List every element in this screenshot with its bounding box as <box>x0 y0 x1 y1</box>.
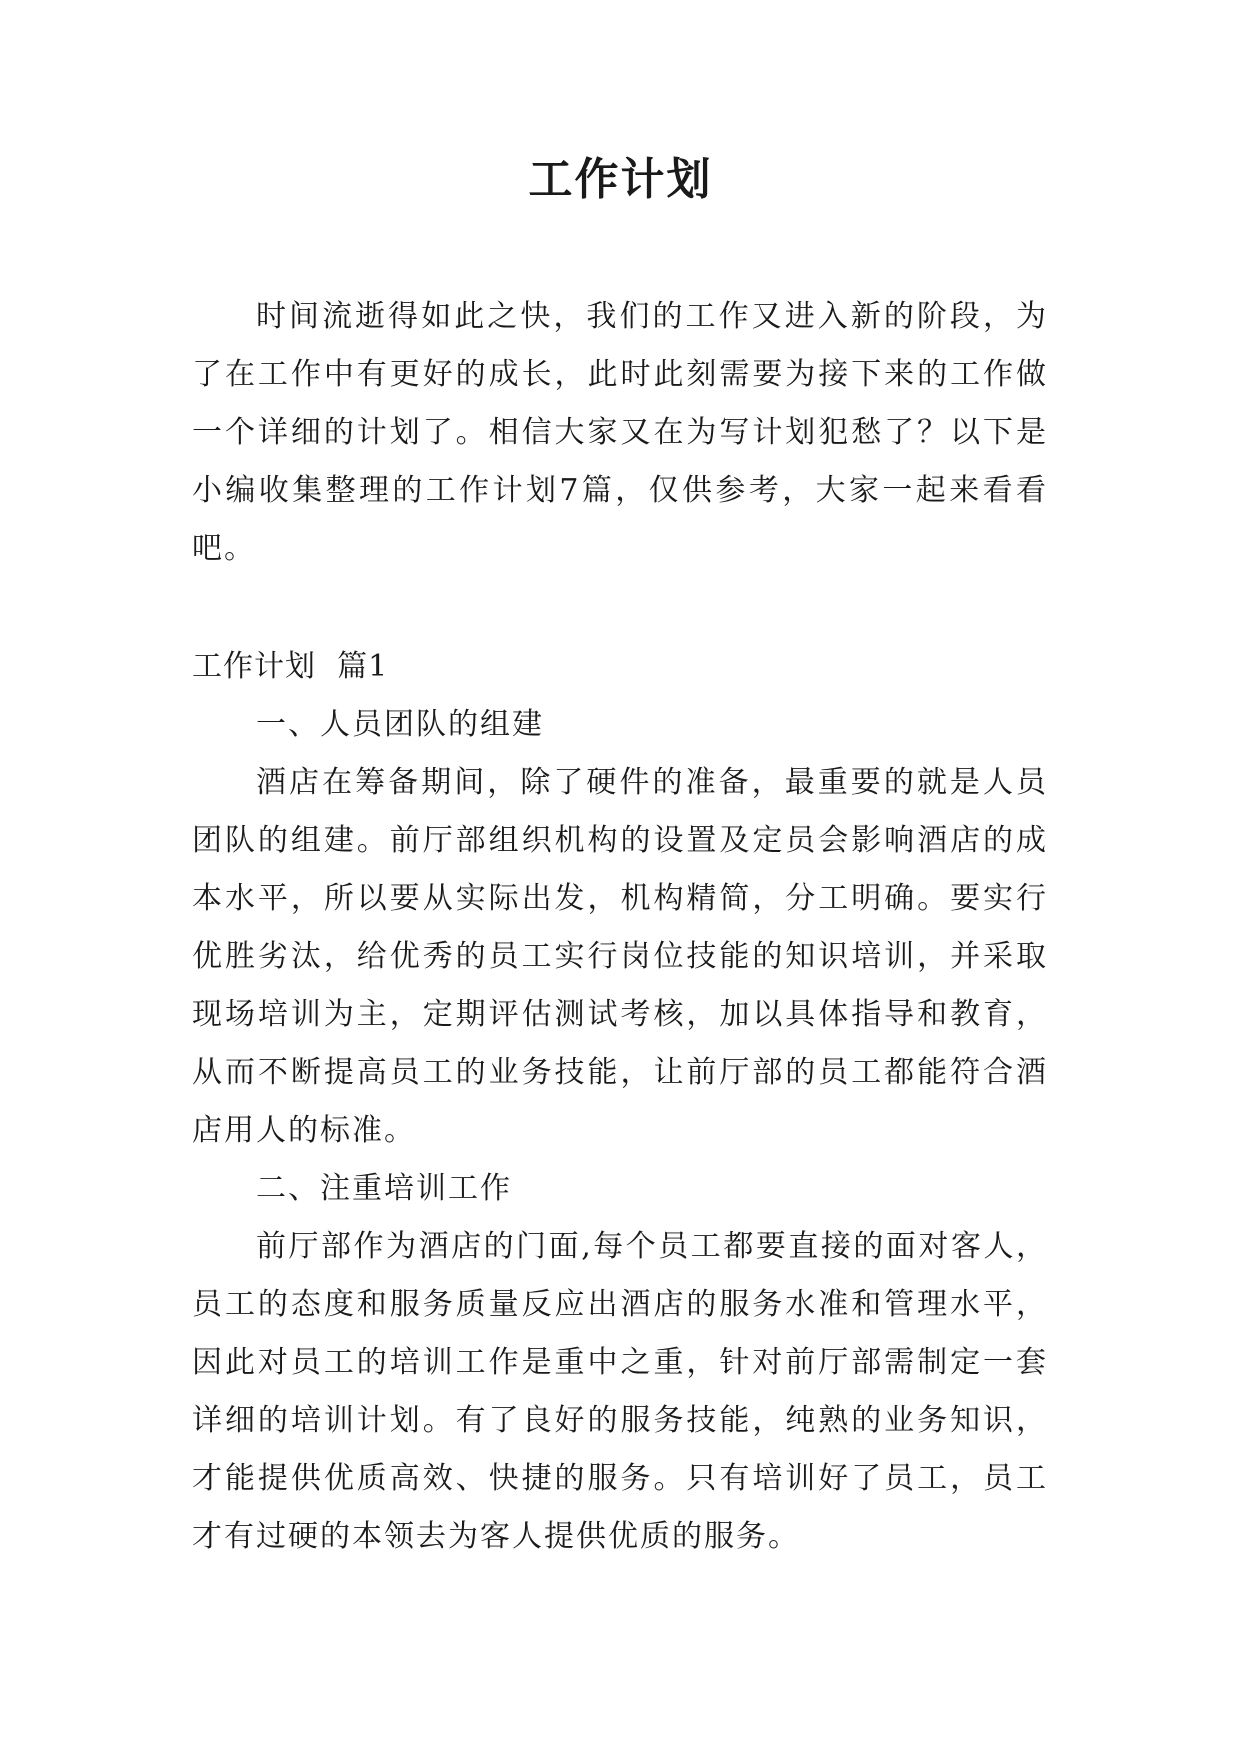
paragraph-2: 前厅部作为酒店的门面,每个员工都要直接的面对客人，员工的态度和服务质量反应出酒店的服务水准和管理水平，因此对员工的培训工作是重中之重，针对前厅部需制定一套详细的培训计划。有了良好的服务技能，纯熟的业务知识，才能提供优质高效、快捷的服务。只有培训好了员工，员工才有过硬的本领去为客人提供优质的服务。 <box>192 1229 1048 1554</box>
section-1 <box>192 638 1048 1566</box>
paragraph-1: 酒店在筹备期间，除了硬件的准备，最重要的就是人员团队的组建。前厅部组织机构的设置及定员会影响酒店的成本水平，所以要从实际出发，机构精简，分工明确。要实行优胜劣汰，给优秀的员工实行岗位技能的知识培训，并采取现场培训为主，定期评估测试考核，加以具体指导和教育，从而不断提高员工的业务技能，让前厅部的员工都能符合酒店用人的标准。 <box>192 765 1048 1148</box>
document-title: 工作计划 <box>528 154 713 205</box>
subheading-2: 二、注重培训工作 <box>256 1171 512 1206</box>
section-heading: 工作计划 篇1 <box>192 649 389 684</box>
subheading-1: 一、人员团队的组建 <box>256 707 544 742</box>
intro-paragraph: 时间流逝得如此之快，我们的工作又进入新的阶段，为了在工作中有更好的成长，此时此刻需要为接下来的工作做一个详细的计划了。相信大家又在为写计划犯愁了？以下是小编收集整理的工作计划7篇，仅供参考，大家一起来看看吧。 <box>192 299 1048 566</box>
intro-block <box>192 288 1048 578</box>
